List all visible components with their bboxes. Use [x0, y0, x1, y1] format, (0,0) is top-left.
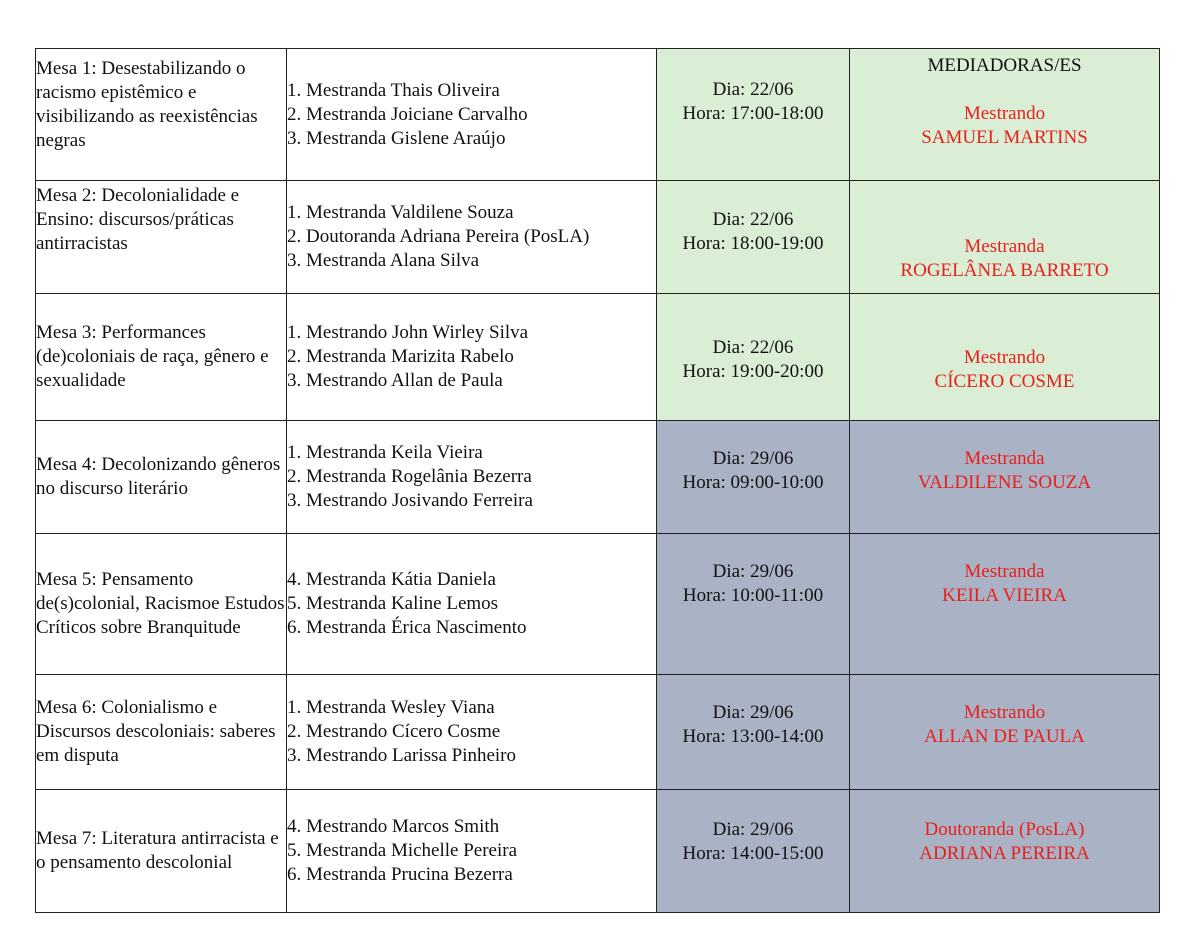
mediator-name: KEILA VIEIRA: [942, 585, 1067, 606]
day: Dia: 22/06: [712, 79, 794, 100]
schedule-cell: [657, 534, 850, 675]
schedule-cell: [657, 675, 850, 790]
speaker: 3. Mestrando Allan de Paula: [287, 370, 503, 391]
hour: Hora: 19:00-20:00: [682, 361, 824, 382]
speaker: 2. Mestrando Cícero Cosme: [287, 721, 501, 742]
day: Dia: 22/06: [712, 337, 794, 358]
hour: Hora: 10:00-11:00: [682, 585, 824, 606]
table-row: [36, 790, 1160, 913]
panel-title: Mesa 2: Decolonialidade e Ensino: discursos/práticas antirracistas: [36, 181, 287, 294]
speakers-list: [287, 534, 657, 675]
speakers-list: [287, 421, 657, 534]
mediator-cell: [850, 49, 1160, 181]
speaker: 3. Mestranda Alana Silva: [287, 250, 480, 271]
speakers-list: [287, 294, 657, 421]
mediator-cell: [850, 675, 1160, 790]
mediator-name: ROGELÂNEA BARRETO: [900, 260, 1109, 281]
mediator-cell: [850, 421, 1160, 534]
mediator-cell: [850, 294, 1160, 421]
speaker: 3. Mestranda Gislene Araújo: [287, 127, 506, 149]
hour: Hora: 09:00-10:00: [682, 472, 824, 493]
mediator-name: CÍCERO COSME: [934, 371, 1075, 392]
day: Dia: 29/06: [712, 561, 794, 582]
speaker: 1. Mestranda Thais Oliveira: [287, 79, 500, 101]
schedule-cell: [657, 421, 850, 534]
speakers-list: [287, 790, 657, 913]
day: Dia: 29/06: [712, 702, 794, 723]
hour: Hora: 17:00-18:00: [682, 103, 824, 124]
table-row: [36, 534, 1160, 675]
mediator-role: Mestrando: [963, 347, 1046, 368]
speakers-list: [287, 49, 657, 181]
speakers-list: [287, 675, 657, 790]
mediator-cell: [850, 534, 1160, 675]
mediator-role: Mestrando: [963, 103, 1046, 124]
hour: Hora: 14:00-15:00: [682, 843, 824, 864]
schedule-table: [35, 48, 1160, 913]
speaker: 1. Mestranda Valdilene Souza: [287, 202, 514, 223]
mediator-role: Mestranda: [964, 448, 1045, 469]
table-row: [36, 675, 1160, 790]
speaker: 2. Mestranda Rogelânia Bezerra: [287, 466, 532, 487]
speaker: 4. Mestrando Marcos Smith: [287, 816, 500, 837]
speaker: 5. Mestranda Michelle Pereira: [287, 840, 518, 861]
mediator-role: Mestranda: [964, 236, 1045, 257]
speaker: 4. Mestranda Kátia Daniela: [287, 569, 496, 590]
speaker: 6. Mestranda Prucina Bezerra: [287, 864, 513, 885]
speaker: 5. Mestranda Kaline Lemos: [287, 593, 499, 614]
schedule-cell: [657, 49, 850, 181]
panel-title: Mesa 5: Pensamento de(s)colonial, Racismoe Estudos Críticos sobre Branquitude: [36, 534, 287, 675]
panel-title: Mesa 3: Performances (de)coloniais de raça, gênero e sexualidade: [36, 294, 287, 421]
mediator-name: ADRIANA PEREIRA: [919, 843, 1090, 864]
day: Dia: 29/06: [712, 819, 794, 840]
speaker: 2. Mestranda Marizita Rabelo: [287, 346, 514, 367]
schedule-cell: [657, 790, 850, 913]
day: Dia: 29/06: [712, 448, 794, 469]
speaker: 1. Mestranda Wesley Viana: [287, 697, 495, 718]
mediator-role: Doutoranda (PosLA): [924, 819, 1085, 840]
speaker: 2. Doutoranda Adriana Pereira (PosLA): [287, 226, 590, 247]
hour: Hora: 18:00-19:00: [682, 233, 824, 254]
table-row: [36, 49, 1160, 181]
mediator-name: SAMUEL MARTINS: [921, 127, 1088, 148]
speakers-list: [287, 181, 657, 294]
mediator-name: VALDILENE SOUZA: [917, 472, 1092, 493]
hour: Hora: 13:00-14:00: [682, 726, 824, 747]
mediator-role: Mestrando: [963, 702, 1046, 723]
mediator-name: ALLAN DE PAULA: [924, 726, 1085, 747]
table-row: [36, 181, 1160, 294]
speaker: 1. Mestranda Keila Vieira: [287, 442, 483, 463]
day: Dia: 22/06: [712, 209, 794, 230]
table-row: [36, 294, 1160, 421]
schedule-cell: [657, 181, 850, 294]
speaker: 1. Mestrando John Wirley Silva: [287, 322, 529, 343]
mediators-header: MEDIADORAS/ES: [927, 55, 1082, 76]
panel-title: Mesa 1: Desestabilizando o racismo epistêmico e visibilizando as reexistências negras: [36, 49, 287, 181]
panel-title: Mesa 7: Literatura antirracista e o pensamento descolonial: [36, 790, 287, 913]
schedule-cell: [657, 294, 850, 421]
mediator-cell: [850, 790, 1160, 913]
panel-title: Mesa 6: Colonialismo e Discursos descoloniais: saberes em disputa: [36, 675, 287, 790]
speaker: 3. Mestrando Larissa Pinheiro: [287, 745, 517, 766]
speaker: 3. Mestrando Josivando Ferreira: [287, 490, 533, 511]
speaker: 6. Mestranda Érica Nascimento: [287, 617, 527, 638]
speaker: 2. Mestranda Joiciane Carvalho: [287, 103, 528, 125]
panel-title: Mesa 4: Decolonizando gêneros no discurso literário: [36, 421, 287, 534]
mediator-cell: [850, 181, 1160, 294]
mediator-role: Mestranda: [964, 561, 1045, 582]
table-row: [36, 421, 1160, 534]
